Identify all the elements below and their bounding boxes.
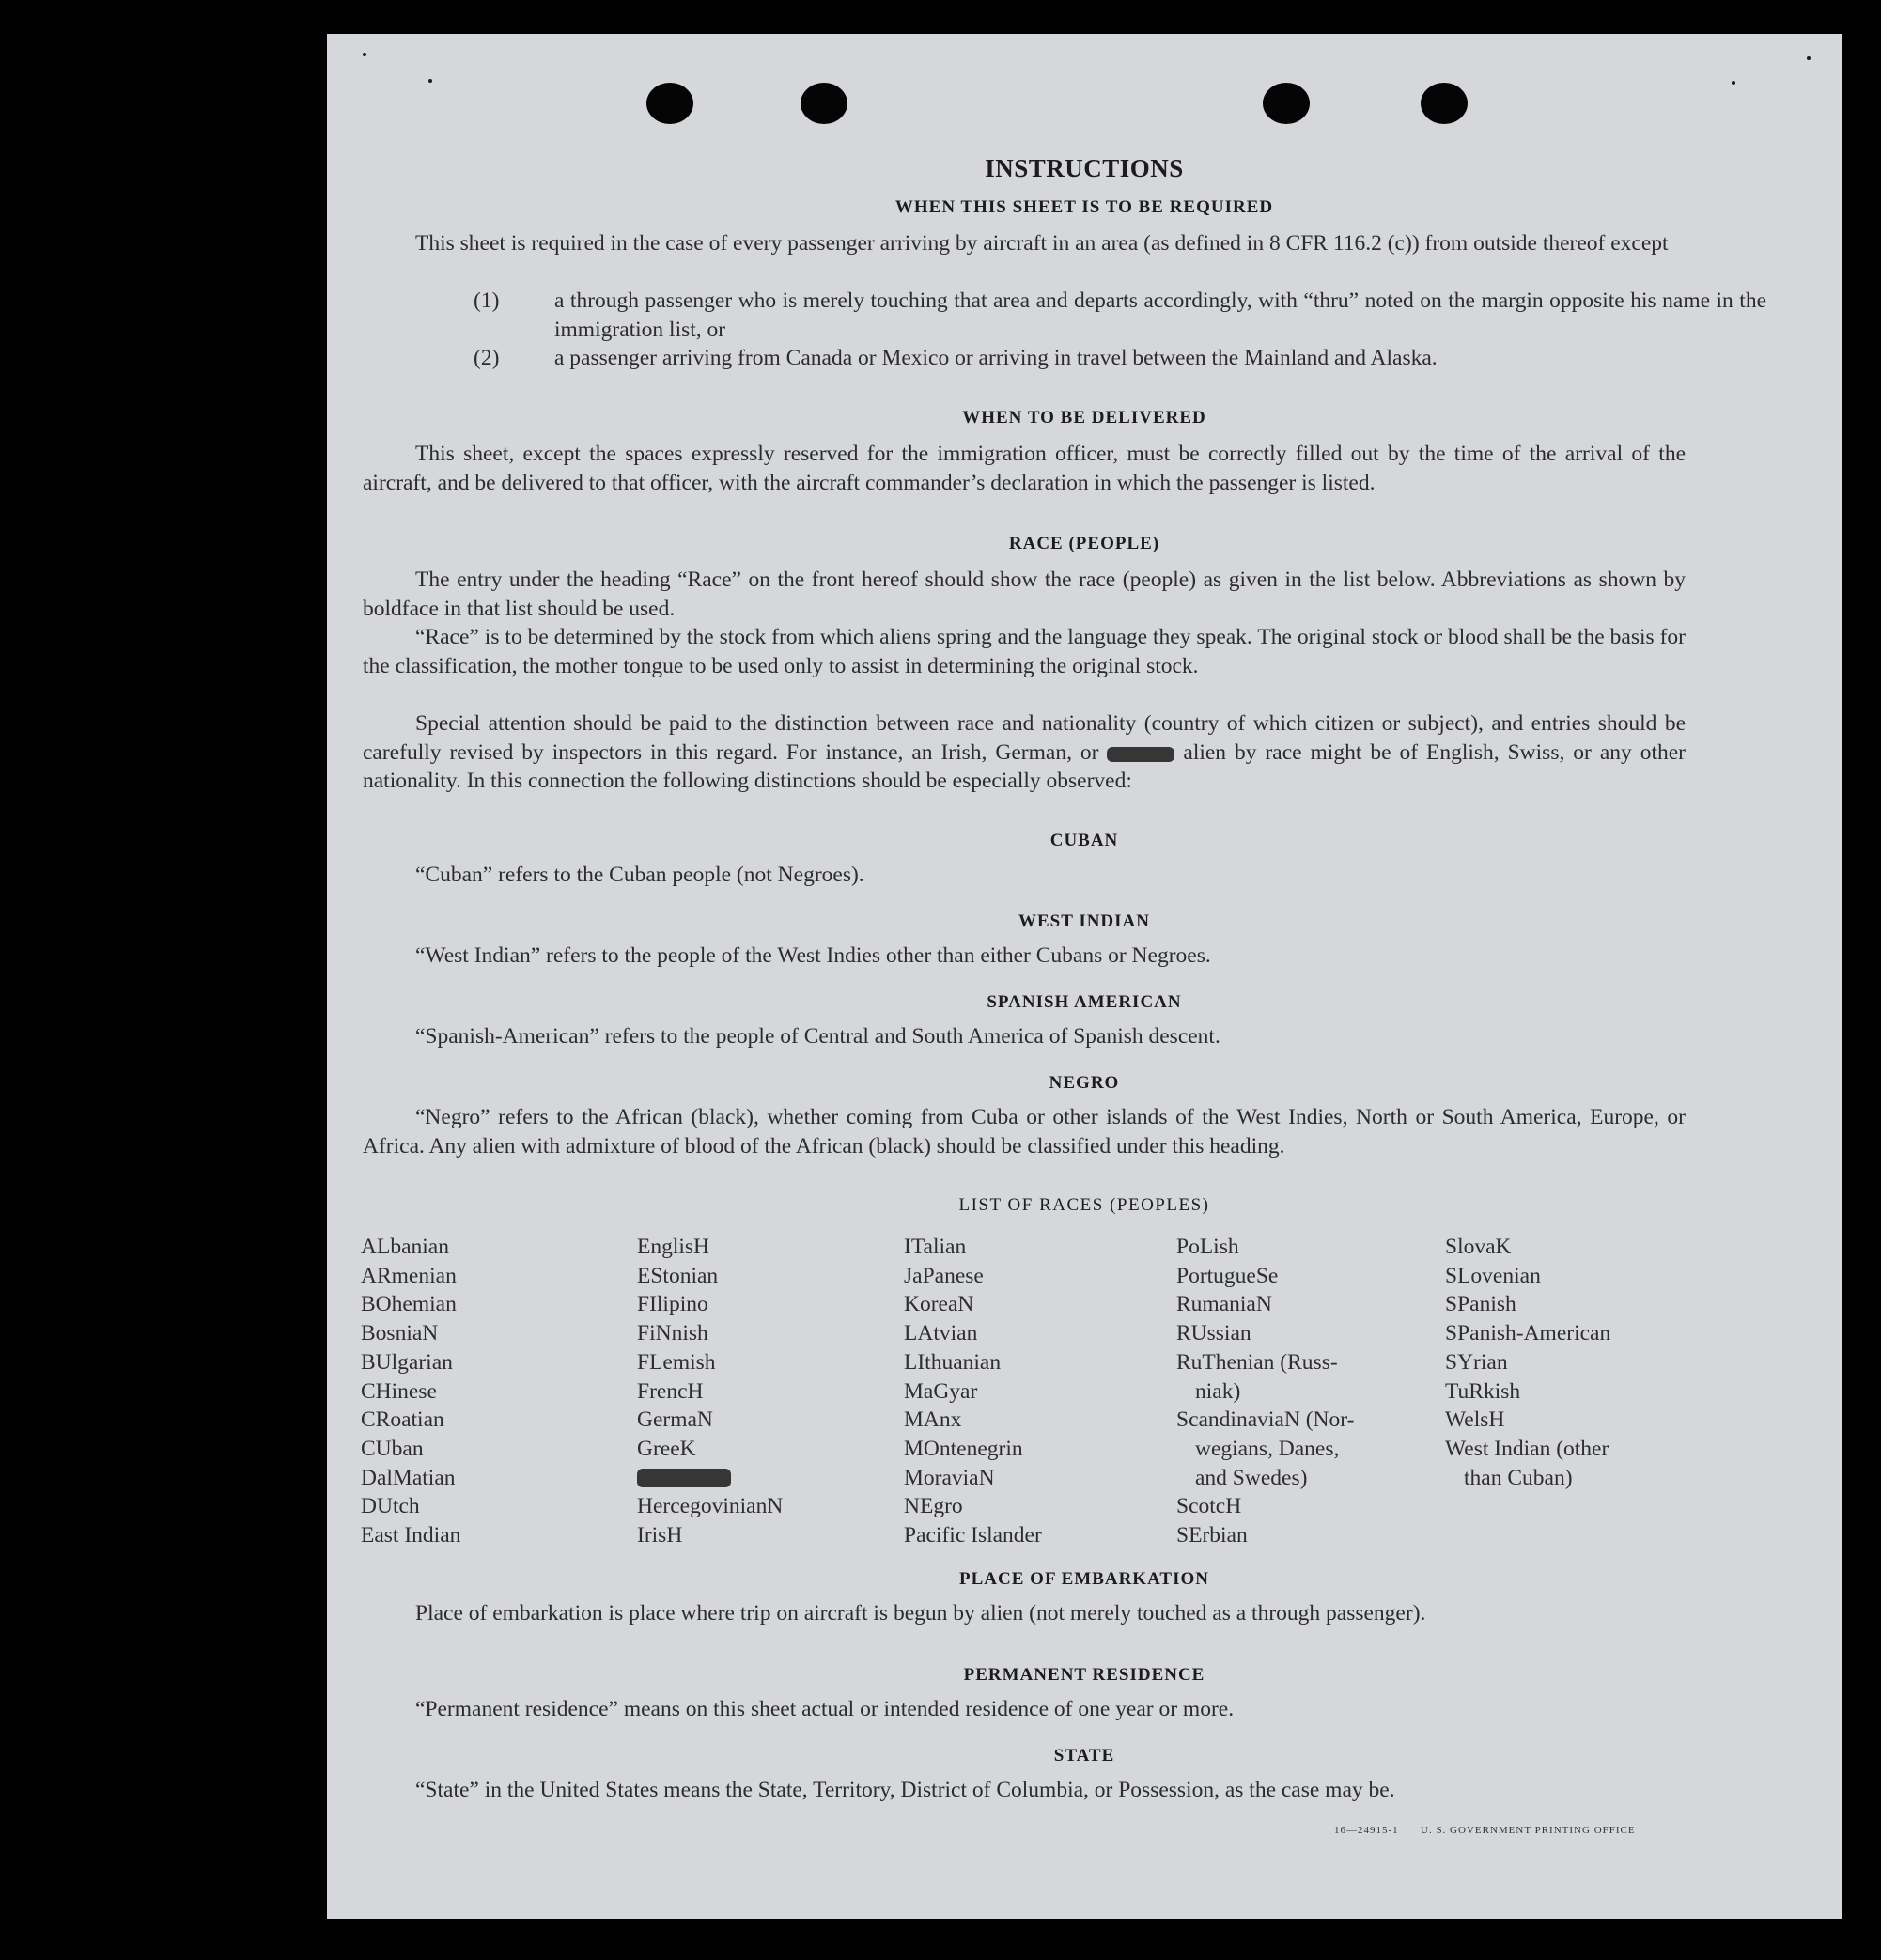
race-item bbox=[1445, 1464, 1718, 1493]
race-item: BOhemian bbox=[361, 1292, 457, 1317]
race-item: West Indian (other bbox=[1445, 1436, 1609, 1461]
race-item: FLemish bbox=[637, 1349, 716, 1375]
para-when-required: This sheet is required in the case of every passenger arriving by aircraft in an area (as defined in 8 CFR 116.2 (c)) from outside thereof except bbox=[415, 231, 1669, 256]
race-item: IrisH bbox=[637, 1523, 683, 1548]
race-item: East Indian bbox=[361, 1523, 461, 1548]
para-spanish-american: “Spanish-American” refers to the people of Central and South America of Spanish descent. bbox=[415, 1024, 1220, 1049]
para-state: “State” in the United States means the State, Territory, District of Columbia, or Possession, as the case may be. bbox=[415, 1778, 1395, 1802]
race-item: BosniaN bbox=[361, 1321, 439, 1346]
para-race-1: The entry under the heading “Race” on the front hereof should show the race (people) as given in the list below. Abbreviations as shown by boldface in that list should be used. bbox=[363, 568, 1686, 621]
para-race-3 bbox=[363, 709, 1686, 796]
speck bbox=[1732, 81, 1735, 85]
race-item: SPanish-American bbox=[1445, 1321, 1611, 1346]
para-race-3b: alien by race might be of English, Swiss, or any other nationality. In this connection the following distinctions should be especially observed: bbox=[363, 739, 1686, 793]
race-item: PortugueSe bbox=[1176, 1263, 1279, 1288]
race-item bbox=[1176, 1377, 1449, 1407]
race-item: MoraviaN bbox=[904, 1465, 995, 1490]
race-item: Pacific Islander bbox=[904, 1523, 1042, 1548]
race-item bbox=[1176, 1435, 1449, 1464]
item-1-number: (1) bbox=[474, 288, 500, 313]
heading-cuban: CUBAN bbox=[1049, 831, 1119, 850]
printer-credit: U. S. GOVERNMENT PRINTING OFFICE bbox=[1421, 1825, 1636, 1836]
para-race-3a: Special attention should be paid to the distinction between race and nationality (country of which citizen or subject), and entries should be carefully revised by inspectors in this regard. For instance, an Irish, German, or bbox=[363, 711, 1686, 765]
race-item: SErbian bbox=[1176, 1523, 1248, 1548]
speck bbox=[363, 53, 366, 56]
punch-hole-2 bbox=[801, 83, 847, 124]
race-item: DalMatian bbox=[361, 1465, 456, 1490]
redaction-mark bbox=[637, 1469, 731, 1487]
heading-list-of-races: LIST OF RACES (PEOPLES) bbox=[958, 1195, 1210, 1215]
race-item: CRoatian bbox=[361, 1408, 444, 1433]
heading-when-required: WHEN THIS SHEET IS TO BE REQUIRED bbox=[894, 197, 1274, 217]
race-item: CHinese bbox=[361, 1378, 437, 1404]
race-item: EnglisH bbox=[637, 1235, 710, 1259]
race-column-5 bbox=[1445, 1233, 1718, 1492]
race-item: RumaniaN bbox=[1176, 1292, 1272, 1317]
race-item: SlovaK bbox=[1445, 1235, 1512, 1259]
race-column-4 bbox=[1176, 1233, 1449, 1550]
race-item: BUlgarian bbox=[361, 1349, 453, 1375]
document-page bbox=[327, 34, 1842, 1919]
race-item: ScotcH bbox=[1176, 1494, 1242, 1519]
race-item: LIthuanian bbox=[904, 1349, 1002, 1375]
race-item: ALbanian bbox=[361, 1235, 449, 1259]
heading-embarkation: PLACE OF EMBARKATION bbox=[959, 1569, 1209, 1589]
para-permanent-residence: “Permanent residence” means on this sheet actual or intended residence of one year or more. bbox=[415, 1697, 1235, 1721]
para-west-indian: “West Indian” refers to the people of the West Indies other than either Cubans or Negroes. bbox=[415, 943, 1211, 968]
race-item: NEgro bbox=[904, 1494, 963, 1519]
race-item: FIlipino bbox=[637, 1292, 708, 1317]
race-item-continued: niak) bbox=[1195, 1378, 1241, 1404]
item-2 bbox=[474, 344, 1766, 373]
race-item: PoLish bbox=[1176, 1235, 1239, 1259]
race-item: MAnx bbox=[904, 1408, 962, 1433]
race-item: DUtch bbox=[361, 1494, 420, 1519]
speck bbox=[428, 79, 432, 83]
punch-hole-3 bbox=[1263, 83, 1310, 124]
heading-when-delivered: WHEN TO BE DELIVERED bbox=[962, 408, 1206, 428]
item-1-text: a through passenger who is merely touching that area and departs accordingly, with “thru” noted on the margin opposite his name in the immigration list, or bbox=[554, 288, 1766, 342]
item-2-text: a passenger arriving from Canada or Mexico or arriving in travel between the Mainland and Alaska. bbox=[554, 346, 1438, 370]
race-item: RuThenian (Russ- bbox=[1176, 1349, 1338, 1375]
heading-permanent-residence: PERMANENT RESIDENCE bbox=[963, 1665, 1205, 1685]
heading-state: STATE bbox=[1053, 1746, 1115, 1766]
race-item-continued: wegians, Danes, bbox=[1195, 1436, 1340, 1461]
race-item: SYrian bbox=[1445, 1349, 1508, 1375]
race-item: FrencH bbox=[637, 1378, 704, 1404]
race-column-1 bbox=[361, 1233, 633, 1550]
speck bbox=[1807, 56, 1811, 60]
punch-hole-4 bbox=[1421, 83, 1468, 124]
para-embarkation: Place of embarkation is place where trip on aircraft is begun by alien (not merely touched as a through passenger). bbox=[415, 1601, 1426, 1626]
race-item: MOntenegrin bbox=[904, 1436, 1023, 1461]
race-column-2 bbox=[637, 1233, 909, 1550]
race-column-3 bbox=[904, 1233, 1176, 1550]
race-item: EStonian bbox=[637, 1263, 719, 1288]
race-item: FiNnish bbox=[637, 1321, 708, 1346]
heading-negro: NEGRO bbox=[1049, 1073, 1120, 1093]
race-item: JaPanese bbox=[904, 1263, 984, 1288]
race-item: ARmenian bbox=[361, 1263, 457, 1288]
heading-race: RACE (PEOPLE) bbox=[1008, 534, 1160, 553]
para-cuban: “Cuban” refers to the Cuban people (not Negroes). bbox=[415, 863, 864, 887]
race-item: LAtvian bbox=[904, 1321, 978, 1346]
heading-west-indian: WEST INDIAN bbox=[1018, 911, 1150, 931]
punch-hole-1 bbox=[646, 83, 693, 124]
item-2-number: (2) bbox=[474, 346, 500, 370]
race-item: HercegovinianN bbox=[637, 1494, 784, 1519]
race-item: MaGyar bbox=[904, 1378, 978, 1404]
heading-spanish-american: SPANISH AMERICAN bbox=[987, 992, 1182, 1012]
race-item-continued: than Cuban) bbox=[1464, 1465, 1573, 1490]
race-item: TuRkish bbox=[1445, 1378, 1521, 1404]
para-when-delivered: This sheet, except the spaces expressly reserved for the immigration officer, must be correctly filled out by the time of the arrival of the aircraft, and be delivered to that officer, with the aircraft commander’s declaration in which the passenger is listed. bbox=[363, 442, 1686, 495]
page-title: INSTRUCTIONS bbox=[985, 154, 1184, 182]
form-number: 16—24915-1 bbox=[1334, 1825, 1399, 1836]
race-item: CUban bbox=[361, 1436, 424, 1461]
redaction-mark bbox=[1107, 747, 1174, 762]
para-race-2: “Race” is to be determined by the stock from which aliens spring and the language they speak. The original stock or blood shall be the basis for the classification, the mother tongue to be used only to assist in determining the original stock. bbox=[363, 625, 1686, 678]
race-item: SPanish bbox=[1445, 1292, 1516, 1317]
race-item-continued: and Swedes) bbox=[1195, 1465, 1308, 1490]
race-item: KoreaN bbox=[904, 1292, 974, 1317]
race-item: GermaN bbox=[637, 1408, 713, 1433]
race-item: GreeK bbox=[637, 1436, 696, 1461]
race-item: RUssian bbox=[1176, 1321, 1251, 1346]
race-item: WelsH bbox=[1445, 1408, 1505, 1433]
race-item: ScandinaviaN (Nor- bbox=[1176, 1408, 1355, 1433]
para-negro: “Negro” refers to the African (black), whether coming from Cuba or other islands of the West Indies, North or South America, Europe, or Africa. Any alien with admixture of blood of the African (black) should be classified under this heading. bbox=[363, 1105, 1686, 1159]
race-item: ITalian bbox=[904, 1235, 967, 1259]
race-item bbox=[1176, 1464, 1449, 1493]
race-item: SLovenian bbox=[1445, 1263, 1541, 1288]
item-1 bbox=[474, 287, 1766, 344]
race-item-redacted bbox=[637, 1464, 909, 1493]
